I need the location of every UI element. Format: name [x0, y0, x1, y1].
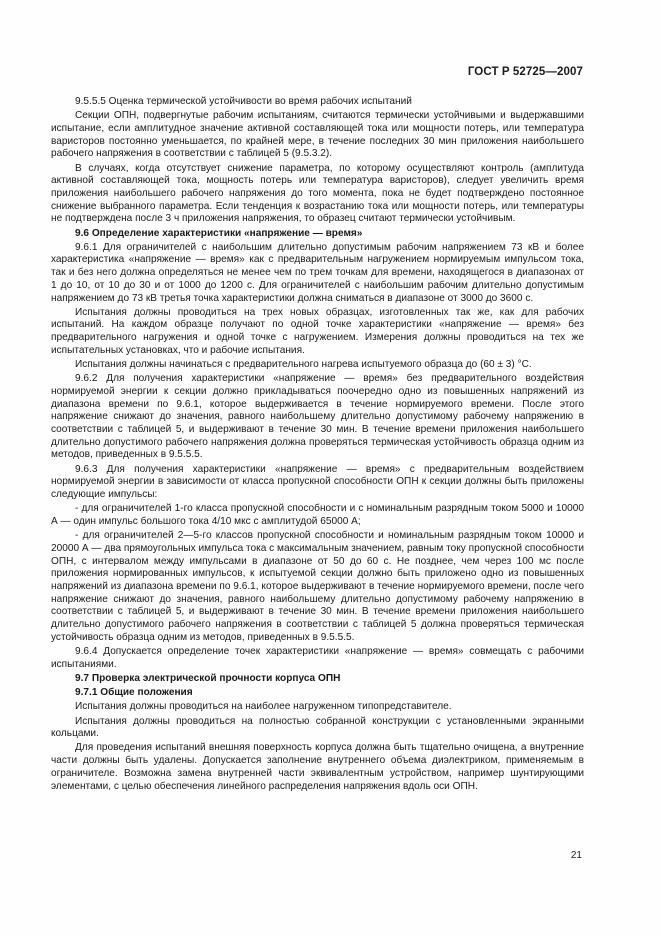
section-heading: 9.7 Проверка электрической прочности корпуса ОПН: [75, 672, 341, 684]
paragraph: Испытания должны проводиться на полностью собранной конструкции с установленными экранными кольцами.: [51, 715, 584, 740]
document-header: ГОСТ Р 52725—2007: [467, 66, 583, 78]
paragraph: 9.6.2 Для получения характеристики «напряжение — время» без предварительного воздействия нормируемой энергии к секции должно прикладываться поочередно одно из повышенных напряжений из диапазона времени по 9.6.1, которое выдерживается в течение нормируемого времени. После этого напряжение снижают до значения, равного наибольшему длительно допустимому рабочему напряжению в соответствии с таблицей 5, и выдерживают в течение 30 мин. В течение времени приложения наибольшего длительно допустимого рабочего напряжения должна проверяться термическая устойчивость образца одним из методов, приведенных в 9.5.5.5.: [51, 373, 584, 461]
page-number: 21: [570, 850, 582, 861]
list-item: - для ограничителей 2—5-го классов пропускной способности и номинальным разрядным током 10000 и 20000 А — два прямоугольных импульса тока с максимальным значением, равным току пропускной способности ОПН, с интервалом между импульсами в диапазоне от 50 до 60 с. Не позднее, чем через 100 мс после приложения нормированных импульсов, к испытуемой секции должно быть приложено одно из повышенных напряжений из диапазона времени по 9.6.1, которое выдерживают в течение нормируемого времени, после чего напряжение снижают до значения, равного наибольшему длительно допустимому рабочему напряжению в соответствии с таблицей 5, и выдерживают в течение 30 мин. В течение времени приложения наибольшего длительно допустимого рабочего напряжения в соответствии с таблицей 5 должна проверяться термическая устойчивость образца одним из методов, приведенных в 9.5.5.5.: [51, 530, 584, 643]
paragraph: Испытания должны начинаться с предварительного нагрева испытуемого образца до (60 ± 3) °С.: [75, 359, 532, 371]
section-heading: 9.6 Определение характеристики «напряжение — время»: [75, 227, 363, 239]
subsection-heading: 9.5.5.5 Оценка термической устойчивости во время рабочих испытаний: [75, 96, 412, 107]
paragraph: Секции ОПН, подвергнутые рабочим испытаниям, считаются термически устойчивыми и выдержавшими испытание, если амплитудное значение активной составляющей тока или мощности потерь, или температура варисторов постоянно уменьшается, по крайней мере, в течение последних 30 мин приложения наибольшего рабочего напряжения в соответствии с таблицей 5 (9.5.3.2).: [51, 110, 584, 160]
paragraph: В случаях, когда отсутствует снижение параметра, по которому осуществляют контроль (амплитуда активной составляющей тока, мощность потерь или температура варисторов), следует увеличить время приложения наибольшего рабочего напряжения до того момента, пока не будет подтверждено постоянное снижение выбранного параметра. Если тенденция к возрастанию тока или мощности потерь, или температуры не подтверждена после 3 ч приложения напряжения, то образец считают термически устойчивым.: [51, 162, 584, 225]
paragraph: Испытания должны проводиться на наиболее нагруженном типопредставителе.: [75, 701, 452, 713]
paragraph: 9.6.3 Для получения характеристики «напряжение — время» с предварительным воздействием нормируемой энергии в зависимости от класса пропускной способности ОПН к секции должны быть приложены следующие импульсы:: [51, 463, 584, 501]
list-item: - для ограничителей 1-го класса пропускной способности и с номинальным разрядным током 5000 и 10000 А — один импульс большого тока 4/10 мкс с амплитудой 65000 А;: [51, 503, 584, 527]
paragraph: Испытания должны проводиться на трех новых образцах, изготовленных так же, как для рабочих испытаний. На каждом образце получают по одной точке характеристики «напряжение — время» без предварительного нагружения и одной точке с нагружением. Измерения должны проводиться на тех же испытательных установках, что и рабочие испытания.: [51, 306, 584, 356]
document-body: [51, 96, 584, 793]
paragraph: Для проведения испытаний внешняя поверхность корпуса должна быть тщательно очищена, а внутренние части должны быть удалены. Допускается заполнение внутреннего объема диэлектриком, применяемым в ограничителе. Возможна замена внутренней части эквивалентным устройством, например шунтирующими элементами, с целью обеспечения линейного распределения напряжения вдоль оси ОПН.: [51, 742, 584, 792]
paragraph: 9.6.1 Для ограничителей с наибольшим длительно допустимым рабочим напряжением 73 кВ и более характеристика «напряжение — время» как с предварительным нагружением нормируемым импульсом тока, так и без него должна определяться не менее чем по трем точкам для времени, находящегося в диапазонах от 1 до 10, от 10 до 30 и от 1000 до 1200 с. Для ограничителей с наибольшим рабочим длительно допустимым напряжением до 73 кВ третья точка характеристики должна сниматься в диапазоне от 3000 до 3600 с.: [51, 241, 584, 304]
subsection-heading: 9.7.1 Общие положения: [75, 687, 193, 699]
paragraph: 9.6.4 Допускается определение точек характеристики «напряжение — время» совмещать с рабочими испытаниями.: [51, 646, 584, 670]
